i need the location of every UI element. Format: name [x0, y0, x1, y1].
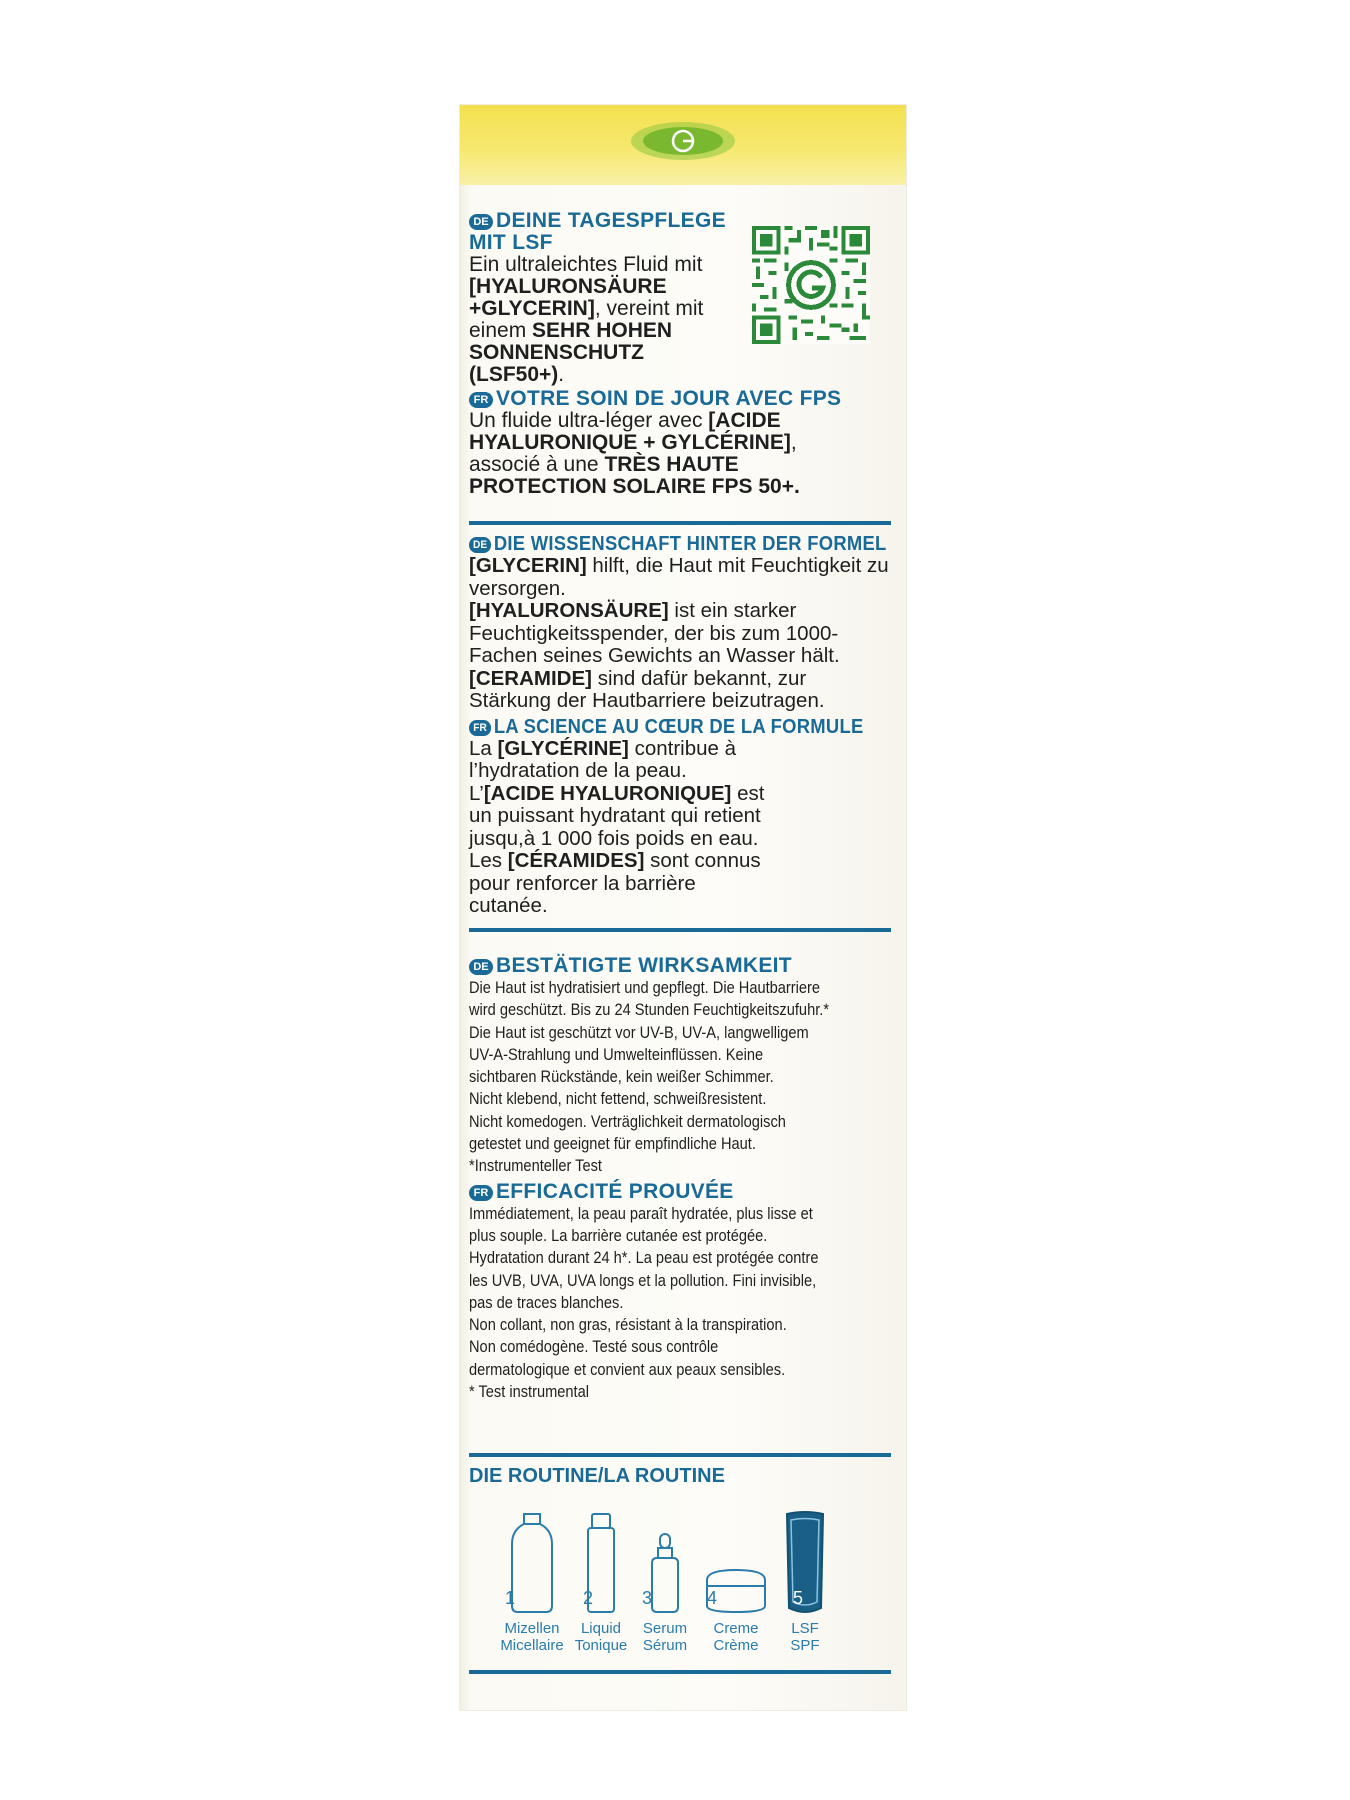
- fr-intro-text: Un fluide ultra-léger avec [ACIDE HYALURONIQUE + GYLCÉRINE], associé à une TRÈS HAUTE PROTECTION SOLAIRE FPS 50+.: [469, 409, 800, 498]
- fr-efficacy-title: FR EFFICACITÉ PROUVÉE: [469, 1181, 891, 1203]
- step-label-de: Liquid: [580, 1620, 622, 1637]
- text-line: Die Haut ist hydratisiert und gepflegt. Die Hautbarriere: [469, 978, 821, 997]
- de-efficacy-title: DE BESTÄTIGTE WIRKSAMKEIT: [469, 955, 891, 977]
- text-line: * Test instrumental: [469, 1382, 589, 1402]
- step-number: 4: [707, 1588, 718, 1608]
- text-line: Die Haut ist geschützt vor UV-B, UV-A, langwelligem: [469, 1022, 809, 1042]
- step-number: 2: [583, 1588, 594, 1608]
- de-intro-text: Ein ultraleichtes Fluid mit [HYALURONSÄURE +GLYCERIN], vereint mit einem SEHR HOHEN SONNENSCHUTZ (LSF50+).: [469, 253, 704, 386]
- text-line: Hydratation durant 24 h*. La peau est protégée contre: [469, 1248, 819, 1268]
- fr-science-text: La [GLYCÉRINE] contribue à l’hydratation de la peau. L’[ACIDE HYALURONIQUE] est un puissant hydratant qui retient jusqu,à 1 000 fois poids en eau. Les [CÉRAMIDES] sont connus pour renforcer la barrière cutanée.: [469, 736, 765, 917]
- de-intro-title: DE DEINE TAGESPFLEGE MIT LSF: [469, 209, 726, 254]
- step-label-fr: Tonique: [574, 1637, 628, 1654]
- text-line: pas de traces blanches.: [469, 1292, 624, 1312]
- text-line: Non collant, non gras, résistant à la transpiration.: [469, 1315, 787, 1335]
- efficacy-section: [469, 955, 891, 1403]
- text-line: plus souple. La barrière cutanée est protégée.: [469, 1225, 768, 1245]
- routine-title: DIE ROUTINE/LA ROUTINE: [469, 1465, 725, 1487]
- product-box-side-panel: [460, 105, 906, 1710]
- text-line: getestet und geeignet für empfindliche Haut.: [469, 1134, 756, 1154]
- text-line: sichtbaren Rückstände, kein weißer Schimmer.: [469, 1067, 774, 1087]
- text-line: UV-A-Strahlung und Umwelteinflüssen. Keine: [469, 1044, 764, 1064]
- step-label-de: LSF: [791, 1620, 819, 1637]
- section-divider: [469, 521, 891, 525]
- step-label-fr: Sérum: [642, 1637, 688, 1654]
- fr-science-title: FR LA SCIENCE AU CŒUR DE LA FORMULE: [469, 716, 857, 738]
- routine-step-5: [772, 1510, 838, 1654]
- spf-tube-icon: [780, 1510, 830, 1616]
- step-label-de: Serum: [642, 1620, 688, 1637]
- garnier-leaf-logo-icon: [628, 121, 738, 161]
- step-number: 5: [793, 1588, 804, 1608]
- text-line: Non comédogène. Testé sous contrôle: [469, 1337, 719, 1357]
- step-number: 1: [505, 1588, 516, 1608]
- section-divider: [469, 1453, 891, 1457]
- text-line: dermatologique et convient aux peaux sensibles.: [469, 1359, 786, 1379]
- fr-efficacy-text: [469, 1203, 890, 1404]
- text-line: Immédiatement, la peau paraît hydratée, plus lisse et: [469, 1203, 813, 1223]
- routine-step-4: [696, 1510, 776, 1654]
- fr-badge: FR: [469, 720, 491, 736]
- step-label-fr: SPF: [790, 1637, 820, 1654]
- text-line: *Instrumenteller Test: [469, 1156, 603, 1176]
- fr-badge: FR: [469, 1185, 493, 1201]
- text-line: Nicht komedogen. Verträglichkeit dermatologisch: [469, 1111, 786, 1131]
- text-line: wird geschützt. Bis zu 24 Stunden Feuchtigkeitszufuhr.*: [469, 1000, 830, 1020]
- de-science-title: DE DIE WISSENSCHAFT HINTER DER FORMEL: [469, 533, 857, 555]
- fr-badge: FR: [469, 392, 493, 408]
- section-divider: [469, 1670, 891, 1674]
- routine-step-2: [568, 1510, 634, 1654]
- step-number: 3: [642, 1588, 653, 1608]
- de-efficacy-text: [469, 977, 890, 1178]
- de-badge: DE: [469, 214, 493, 230]
- text-line: Nicht klebend, nicht fettend, schweißresistent.: [469, 1089, 767, 1109]
- de-badge: DE: [469, 537, 491, 553]
- step-label-de: Mizellen: [504, 1620, 560, 1637]
- de-science-text: [GLYCERIN] hilft, die Haut mit Feuchtigkeit zu versorgen. [HYALURONSÄURE] ist ein starker Feuchtigkeitsspender, der bis zum 1000-Fachen seines Gewichts an Wasser hält. [CERAMIDE] sind dafür bekannt, zur Stärkung der Hautbarriere beizutragen.: [469, 554, 889, 712]
- text-line: les UVB, UVA, UVA longs et la pollution. Fini invisible,: [469, 1270, 817, 1290]
- step-label-fr: Micellaire: [500, 1637, 564, 1654]
- step-label-fr: Crème: [713, 1637, 759, 1654]
- qr-code-icon[interactable]: [752, 226, 870, 344]
- fr-intro-title: FR VOTRE SOIN DE JOUR AVEC FPS: [469, 388, 891, 410]
- serum-dropper-icon: [648, 1510, 682, 1616]
- de-badge: DE: [469, 959, 493, 975]
- science-section: [469, 533, 891, 918]
- box-top-flap: [460, 105, 906, 185]
- routine-step-1: [492, 1510, 572, 1654]
- section-divider: [469, 928, 891, 932]
- routine-step-3: [632, 1510, 698, 1654]
- step-label-de: Creme: [713, 1620, 759, 1637]
